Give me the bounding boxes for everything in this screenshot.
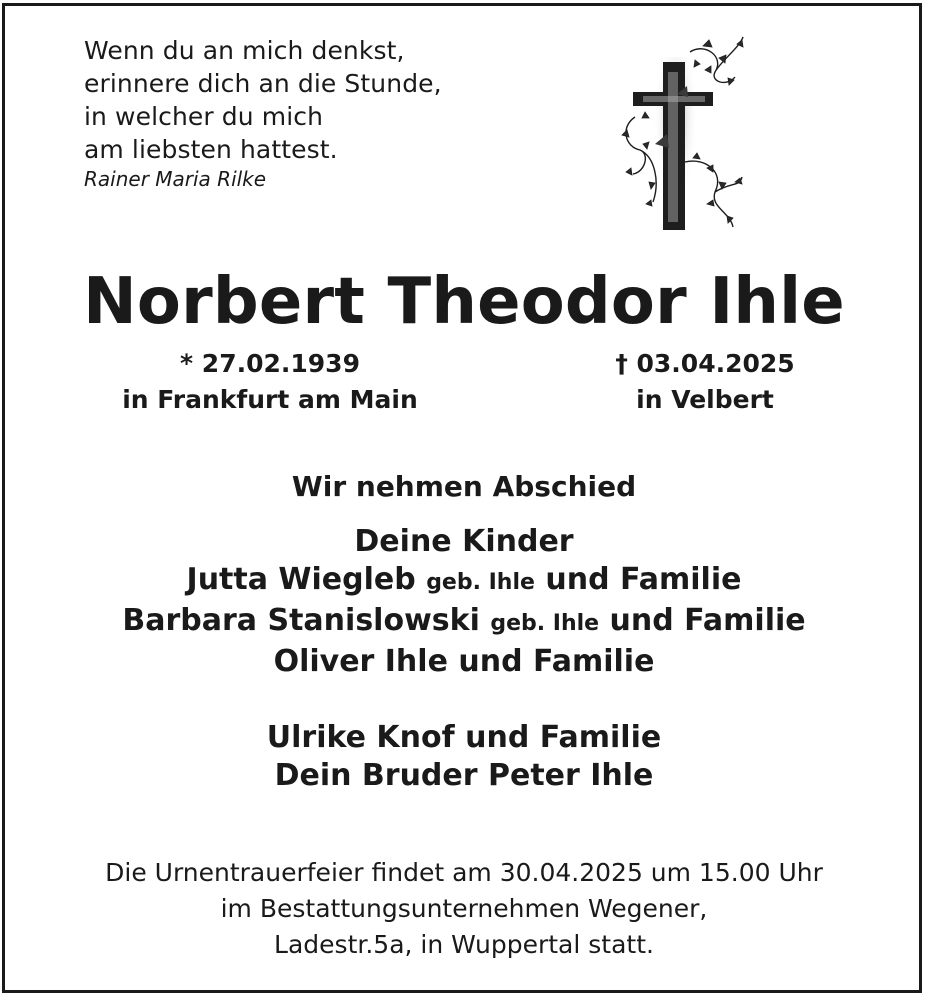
- birth-place: in Frankfurt am Main: [122, 385, 418, 414]
- quote-line: erinnere dich an die Stunde,: [84, 69, 442, 98]
- mourners-list: [0, 467, 928, 795]
- mourner-line: [0, 602, 928, 643]
- farewell-heading: Wir nehmen Abschied: [291, 470, 637, 503]
- cross-with-ivy-icon: [615, 32, 750, 240]
- mourner-suffix: und Familie: [545, 562, 742, 597]
- mourner-suffix: und Familie: [609, 603, 806, 638]
- death-info: [590, 346, 820, 418]
- mourner-line: [0, 561, 928, 602]
- birth-date: * 27.02.1939: [180, 349, 360, 378]
- mourner-line: Dein Bruder Peter Ihle: [274, 758, 654, 793]
- mourner-line: [0, 523, 928, 561]
- deceased-name: Norbert Theodor Ihle: [83, 265, 845, 339]
- spacer: [0, 681, 928, 719]
- ceremony-info: [0, 855, 928, 963]
- quote-line: in welcher du mich: [84, 102, 324, 131]
- ceremony-line: im Bestattungsunternehmen Wegener,: [220, 894, 708, 923]
- death-date: † 03.04.2025: [615, 349, 795, 378]
- ceremony-line: Die Urnentrauerfeier findet am 30.04.2025 um 15.00 Uhr: [105, 858, 823, 887]
- mourner-name: Deine Kinder: [354, 524, 574, 559]
- maiden-name-note: geb. Ihle: [426, 570, 535, 595]
- mourner-name: Jutta Wiegleb: [186, 562, 416, 597]
- quote-line: Wenn du an mich denkst,: [84, 36, 405, 65]
- quote-author: Rainer Maria Rilke: [84, 167, 267, 191]
- ceremony-line: Ladestr.5a, in Wuppertal statt.: [274, 930, 654, 959]
- maiden-name-note: geb. Ihle: [490, 611, 600, 636]
- memorial-quote: [84, 34, 564, 192]
- birth-info: [110, 346, 430, 418]
- mourner-name: Oliver Ihle und Familie: [273, 644, 655, 679]
- quote-line: am liebsten hattest.: [84, 135, 338, 164]
- death-place: in Velbert: [636, 385, 774, 414]
- mourner-name: Barbara Stanislowski: [122, 603, 480, 638]
- mourner-line: Ulrike Knof und Familie: [266, 720, 662, 755]
- mourner-line: [0, 643, 928, 681]
